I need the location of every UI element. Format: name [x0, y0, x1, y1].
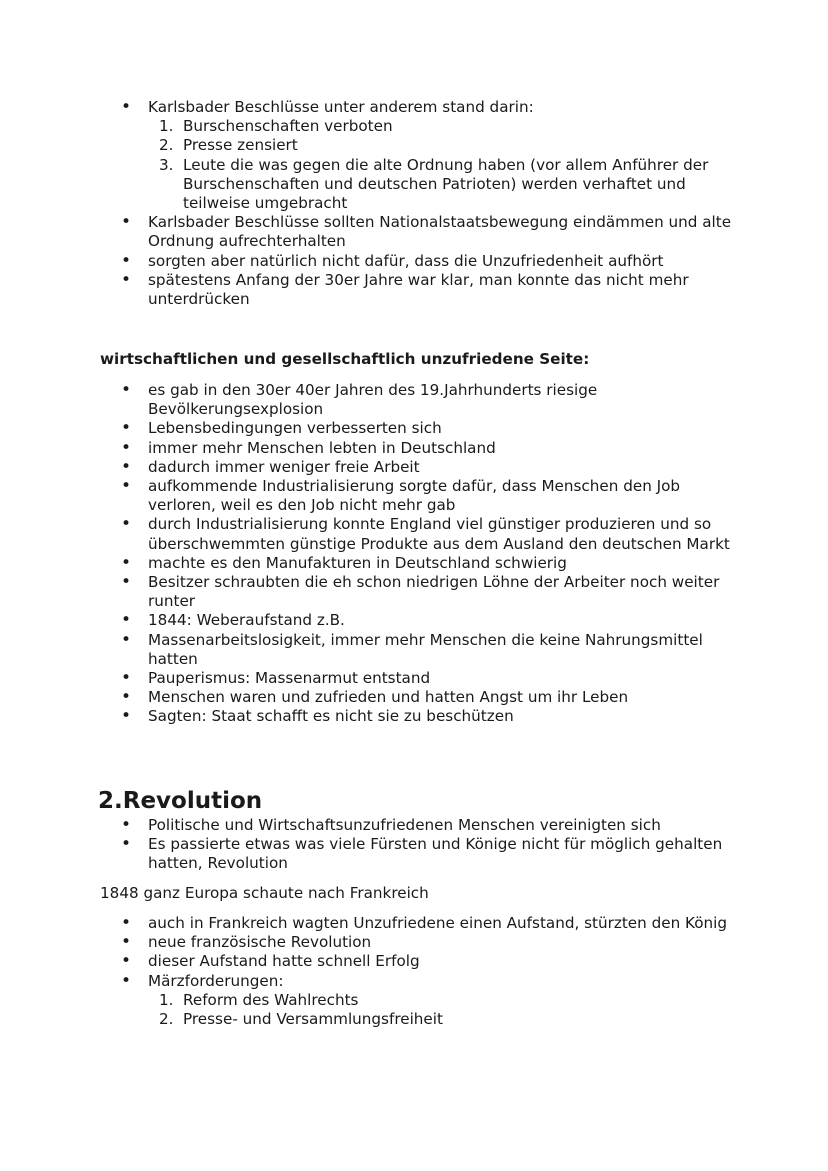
bullet-text: sorgten aber natürlich nicht dafür, dass die Unzufriedenheit aufhört [148, 251, 664, 270]
bullet-text: dieser Aufstand hatte schnell Erfolg [148, 952, 420, 971]
bullet-item [0, 707, 828, 726]
france-section [0, 914, 828, 1029]
revolution-section [0, 816, 828, 874]
karlsbader-section [0, 98, 828, 309]
section-heading-economic: wirtschaftlichen und gesellschaftlich unzufriedene Seite: [100, 350, 590, 368]
bullet-item [0, 252, 828, 271]
bullet-item [0, 669, 828, 688]
bullet-text: Pauperismus: Massenarmut entstand [148, 669, 431, 688]
bullet-text: Menschen waren und zufrieden und hatten Angst um ihr Leben [148, 688, 629, 707]
bullet-item [0, 688, 828, 707]
karlsbader-bullet-list [0, 98, 828, 309]
numbered-item: 3. Leute die was gegen die alte Ordnung haben (vor allem Anführer der Burschenschaften und deutschen Patrioten) werden verhaftet und teilweise umgebracht [159, 155, 709, 213]
bullet-text: Politische und Wirtschaftsunzufriedenen Menschen vereinigten sich [148, 816, 661, 834]
bullet-text: Massenarbeitslosigkeit, immer mehr Menschen die keine Nahrungsmittel hatten [148, 630, 703, 668]
bullet-item [0, 458, 828, 477]
bullet-item [0, 213, 828, 251]
bullet-text: 1844: Weberaufstand z.B. [148, 611, 345, 630]
bullet-text: spätestens Anfang der 30er Jahre war klar, man konnte das nicht mehr unterdrücken [148, 270, 689, 309]
bullet-item [0, 439, 828, 458]
numbered-text: Presse zensiert [183, 136, 298, 155]
bullet-text: es gab in den 30er 40er Jahren des 19.Jahrhunderts riesige Bevölkerungsexplosion [148, 381, 598, 419]
section-heading-revolution: 2.Revolution [98, 788, 263, 814]
bullet-item [0, 816, 828, 835]
bullet-text: Karlsbader Beschlüsse sollten Nationalstaatsbewegung eindämmen und alte Ordnung aufrechterhalten [148, 213, 732, 251]
bullet-item [0, 611, 828, 630]
bullet-item [0, 98, 828, 213]
bullet-item [0, 631, 828, 669]
revolution-bullet-list [0, 816, 828, 874]
numbered-text: Leute die was gegen die alte Ordnung haben (vor allem Anführer der Burschenschaften und deutschen Patrioten) werden verhaftet und teilweise umgebracht [183, 155, 709, 213]
bullet-text: immer mehr Menschen lebten in Deutschland [148, 438, 496, 457]
bullet-item [0, 381, 828, 419]
numbered-text: Reform des Wahlrechts [183, 990, 359, 1009]
bullet-item [0, 271, 828, 309]
numbered-text: Presse- und Versammlungsfreiheit [183, 1010, 443, 1029]
bullet-item [0, 972, 828, 1030]
bullet-text: Lebensbedingungen verbesserten sich [148, 419, 442, 438]
bullet-text: Karlsbader Beschlüsse unter anderem stand darin: [148, 98, 534, 116]
bullet-item [0, 554, 828, 573]
bullet-text: machte es den Manufakturen in Deutschland schwierig [148, 553, 567, 572]
bullet-text: Märzforderungen: [148, 971, 284, 990]
bullet-item [0, 515, 828, 553]
numbered-text: Burschenschaften verboten [183, 117, 393, 136]
france-bullet-list [0, 914, 828, 1029]
bullet-text: Besitzer schraubten die eh schon niedrigen Löhne der Arbeiter noch weiter runter [148, 573, 720, 611]
bullet-item [0, 933, 828, 952]
bullet-item [0, 952, 828, 971]
numbered-list [148, 117, 740, 213]
numbered-item: 1. Burschenschaften verboten [159, 117, 393, 136]
economic-section [0, 381, 828, 727]
bullet-text: Es passierte etwas was viele Fürsten und Könige nicht für möglich gehalten hatten, Revolution [148, 835, 723, 873]
paragraph-1848: 1848 ganz Europa schaute nach Frankreich [100, 884, 429, 902]
bullet-text: Sagten: Staat schafft es nicht sie zu beschützen [148, 707, 514, 726]
bullet-item [0, 573, 828, 611]
bullet-item [0, 914, 828, 933]
numbered-list [148, 991, 740, 1029]
economic-bullet-list [0, 381, 828, 727]
bullet-text: neue französische Revolution [148, 933, 372, 952]
bullet-text: aufkommende Industrialisierung sorgte dafür, dass Menschen den Job verloren, weil es den Job nicht mehr gab [148, 477, 681, 515]
numbered-item: 2. Presse zensiert [159, 136, 298, 155]
bullet-text: dadurch immer weniger freie Arbeit [148, 457, 420, 476]
bullet-text: durch Industrialisierung konnte England viel günstiger produzieren und so überschwemmten günstige Produkte aus dem Ausland den deutschen Markt [148, 515, 730, 553]
bullet-text: auch in Frankreich wagten Unzufriedene einen Aufstand, stürzten den König [148, 914, 728, 932]
numbered-item: 1. Reform des Wahlrechts [159, 990, 359, 1009]
numbered-item: 2. Presse- und Versammlungsfreiheit [159, 1010, 443, 1029]
bullet-item [0, 477, 828, 515]
bullet-item [0, 835, 828, 873]
bullet-item [0, 419, 828, 438]
